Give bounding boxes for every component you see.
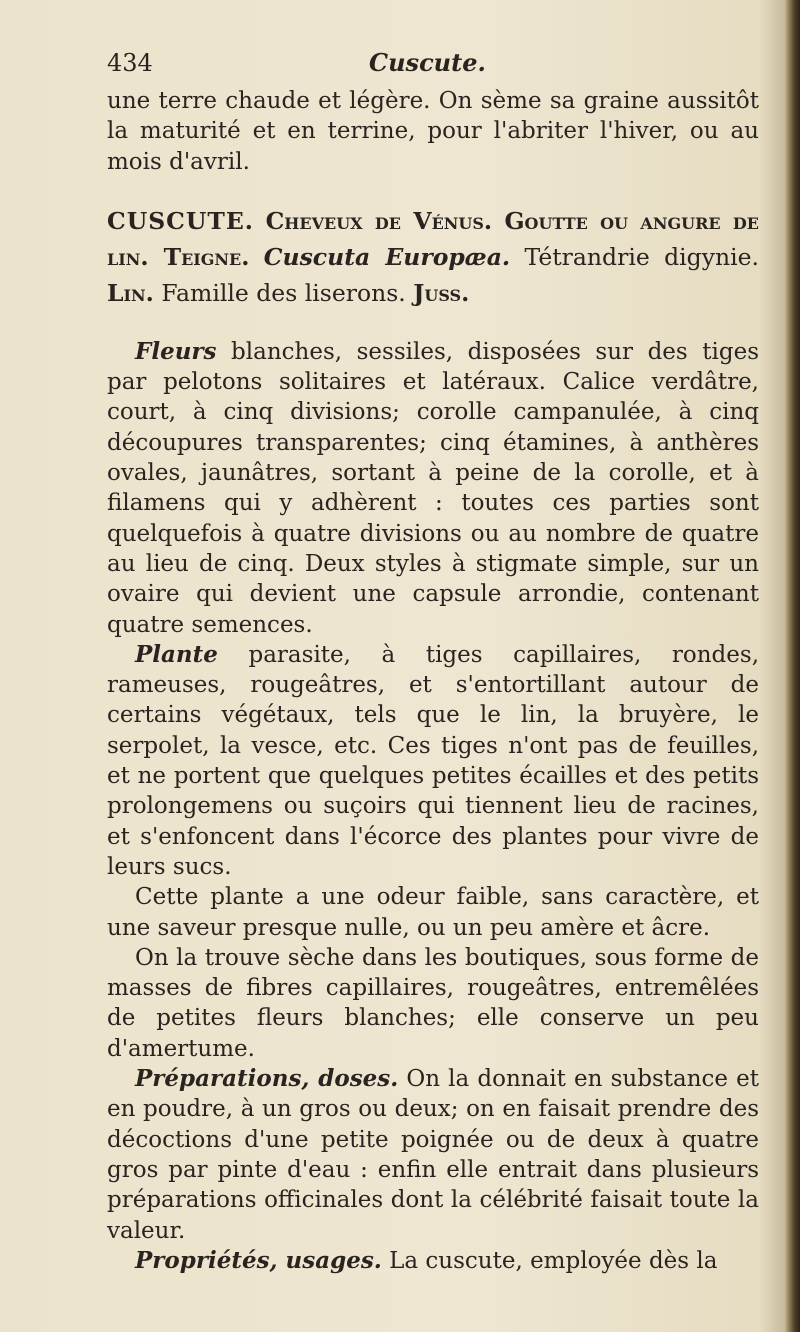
entry-latin-name: Cuscuta Europæa. <box>263 242 511 271</box>
paragraph-lead: Fleurs <box>135 337 217 365</box>
book-spine-edge <box>786 0 800 1332</box>
paragraph-proprietes <box>107 1246 759 1276</box>
paragraph-lead: Propriétés, usages. <box>135 1246 382 1274</box>
running-title: Cuscute. <box>369 48 486 77</box>
entry-classification-b: Famille des liserons. <box>161 278 406 307</box>
paragraph-lead: Préparations, doses. <box>135 1065 399 1093</box>
paragraph-text: La cuscute, employée dès la <box>389 1247 718 1274</box>
entry-classification-a: Tétrandrie digynie. <box>524 242 759 271</box>
entry-headword: CUSCUTE. <box>107 206 254 235</box>
paragraph-preparations <box>107 1064 759 1246</box>
paragraph-text: blanches, sessiles, disposées sur des tiges par pelotons solitaires et latéraux. Calice verdâtre, court, à cinq divisions; corolle campanulée, à cinq découpures transparentes; cinq étamines, à anthères ovales, jaunâtres, sortant à peine de la corolle, et à filamens qui y adhèrent : toutes ces parties sont quelquefois à quatre divisions ou au nombre de quatre au lieu de cinq. Deux styles à stigmate simple, sur un ovaire qui devient une capsule arrondie, contenant quatre semences. <box>107 338 759 638</box>
paragraph-plante <box>107 640 759 882</box>
intro-paragraph: une terre chaude et légère. On sème sa graine aussitôt la maturité et en terrine, pour l'abriter l'hiver, ou au mois d'avril. <box>107 88 759 175</box>
entry-common-names: Cheveux de Vénus. Goutte ou angure de lin. Teigne. <box>107 206 759 271</box>
paragraph-fleurs <box>107 337 759 640</box>
paragraph-text: On la donnait en substance et en poudre, à un gros ou deux; on en faisait prendre des décoctions d'une petite poignée ou de deux à quatre gros par pinte d'eau : enfin elle entrait dans plusieurs préparations officinales dont la célébrité faisait toute la valeur. <box>107 1066 759 1244</box>
page-number: 434 <box>107 49 153 77</box>
entry-linnaeus: Lin. <box>107 278 154 307</box>
entry-heading <box>107 203 759 311</box>
paragraph-text: parasite, à tiges capillaires, rondes, rameuses, rougeâtres, et s'entortillant autour de certains végétaux, tels que le lin, la bruyère, le serpolet, la vesce, etc. Ces tiges n'ont pas de feuilles, et ne portent que quelques petites écailles et des petits prolongemens ou suçoirs qui tiennent lieu de racines, et s'enfoncent dans l'écorce des plantes pour vivre de leurs sucs. <box>107 641 759 880</box>
paragraph-odeur: Cette plante a une odeur faible, sans caractère, et une saveur presque nulle, ou un peu amère et âcre. <box>107 884 759 941</box>
paragraph-lead: Plante <box>135 640 218 668</box>
page-header <box>107 44 759 86</box>
paragraph-boutiques: On la trouve sèche dans les boutiques, sous forme de masses de fibres capillaires, rougeâtres, entremêlées de petites fleurs blanches; elle conserve un peu d'amertume. <box>107 944 759 1062</box>
entry-jussieu: Juss. <box>413 278 470 307</box>
page-content <box>107 44 759 1276</box>
